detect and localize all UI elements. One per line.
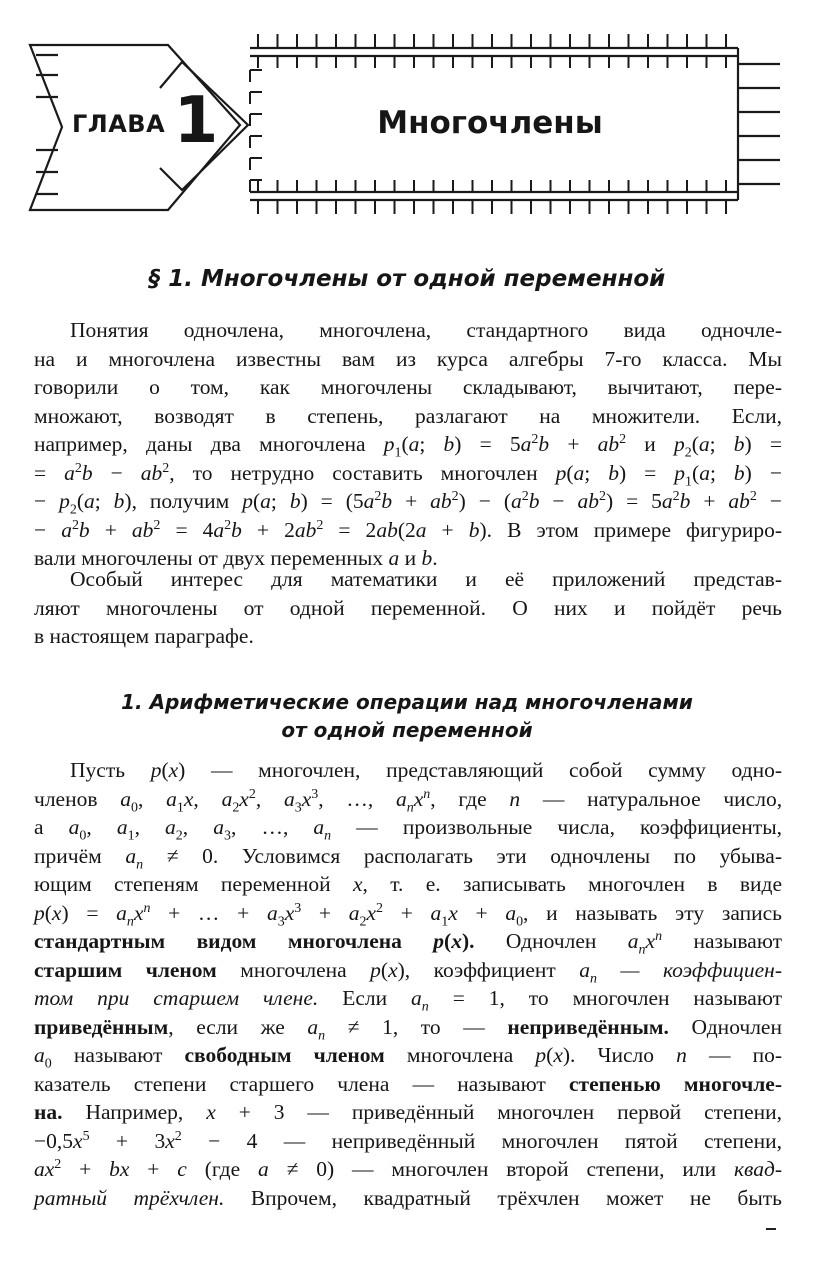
text-line: членов $a_0$, $a_1x$, $a_2x^2$, $a_3x^3$, …, $a_nx^n$, где n — натуральное число, [34, 786, 783, 815]
paragraph-intro [34, 316, 782, 573]
text-line: а $a_0$, $a_1$, $a_2$, $a_3$, …, $a_n$ — произвольные числа, коэффициенты, [34, 815, 783, 844]
text-line: множают, возводят в степень, разлагают на множители. Если, [34, 403, 782, 428]
text-line: в настоящем параграфе. [34, 624, 254, 648]
text-line: Особый интерес для математики и её приложений представ- [70, 567, 782, 591]
text-line: приведённым, если же $a_n \ne 1$, то — неприведённым. Одночлен [34, 1014, 782, 1043]
text-line: ющим степеням переменной x, т. е. записывать многочлен в виде [34, 872, 782, 896]
text-line: казатель степени старшего члена — называют степенью многочле- [34, 1071, 783, 1096]
text-line: на. Например, x + 3 — приведённый многочлен первой степени, [34, 1100, 783, 1124]
text-line: ратный трёхчлен. Впрочем, квадратный трёхчлен может не быть [34, 1185, 782, 1210]
chapter-number: 1 [173, 84, 219, 158]
text-line: стандартным видом многочлена p(x). Одночлен $a_nx^n$ называют [34, 928, 783, 958]
text-line: Пусть p(x) — многочлен, представляющий собой сумму одно- [70, 758, 782, 782]
chapter-label: ГЛАВА [72, 110, 166, 138]
text-line: говорили о том, как многочлены складывают, вычитают, пере- [34, 375, 782, 399]
subsection-title-line: 1. Арифметические операции над многочленами [121, 690, 693, 714]
paragraph-interest [34, 565, 782, 651]
text-line: $ax^2$ + bx + c (где a ≠ 0) — многочлен второй степени, или квад- [34, 1156, 782, 1181]
text-line: причём $a_n \ne 0$. Условимся располагать эти одночлены по убыва- [34, 843, 783, 872]
subsection-title [40, 688, 774, 744]
paragraph-definitions [34, 756, 782, 1212]
text-line: ляют многочлены от одной переменной. О них и пойдёт речь [34, 595, 782, 620]
text-line: − $a^2b + ab^2 = 4a^2b + 2ab^2 = 2ab(2a + b)$. В этом примере фигуриро- [34, 517, 782, 542]
text-line: $-0,5x^5 + 3x^2 - 4$ — неприведённый многочлен пятой степени, [34, 1128, 782, 1153]
text-line: на и многочлена известны вам из курса алгебры 7-го класса. Мы [34, 346, 782, 371]
text-line: старшим членом многочлена p(x), коэффициент $a_n$ — коэффициен- [34, 957, 782, 986]
text-line: Понятия одночлена, многочлена, стандартного вида одночле- [70, 318, 782, 342]
subsection-title-line: от одной переменной [281, 718, 533, 742]
text-line: − $p_2(a$; b), получим p(a; $b) = (5a^2b + ab^2) - (a^2b - ab^2) = 5a^2b + ab^2$ − [34, 488, 782, 518]
text-line: например, даны два многочлена $p_1(a$; $b) = 5a^2b + ab^2$ и $p_2(a$; b) = [34, 431, 782, 461]
text-line: $p(x) = a_nx^n$ + … + $a_3x^3 + a_2x^2 + a_1x + a_0$, и называть эту запись [34, 900, 782, 929]
section-title: § 1. Многочлены от одной переменной [148, 266, 666, 292]
text-line: вали многочлены от двух переменных a и b. [34, 546, 438, 570]
page-mark [766, 1228, 776, 1230]
chapter-title: Многочлены [377, 105, 603, 141]
text-line: $a_0$ называют свободным членом многочлена p(x). Число n — по- [34, 1043, 782, 1072]
text-line: = $a^2b - ab^2$, то нетрудно составить многочлен p(a; $b) = p_1(a$; b) − [34, 460, 782, 489]
text-line: том при старшем члене. Если $a_n = 1$, то многочлен называют [34, 986, 782, 1015]
